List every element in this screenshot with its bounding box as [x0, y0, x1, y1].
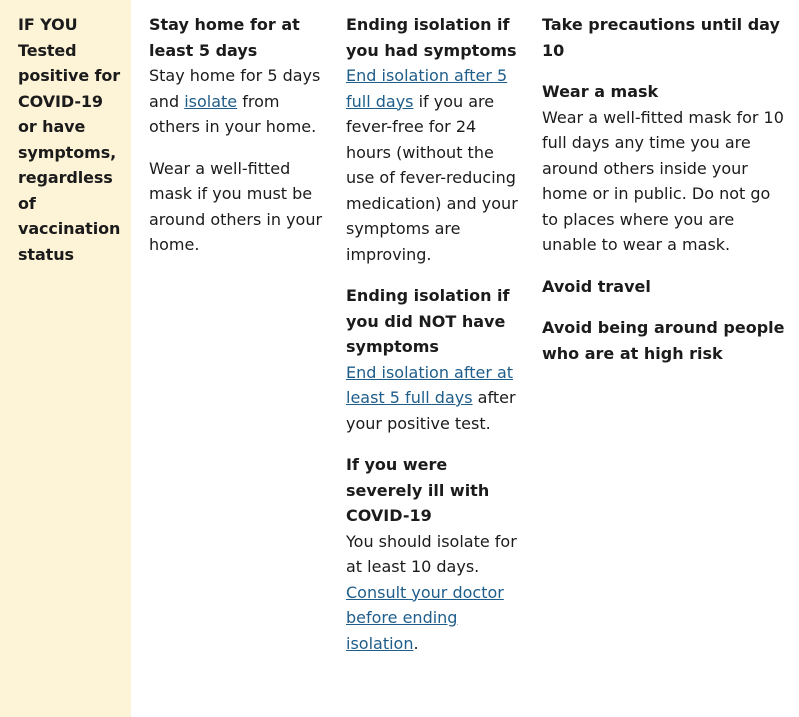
stay-home-paragraph — [149, 63, 324, 140]
consult-doctor-link[interactable]: Consult your doctor before ending isolation — [346, 582, 504, 653]
avoid-high-risk-heading: Avoid being around people who are at high risk — [542, 318, 785, 363]
ending-isolation-cell — [328, 0, 524, 717]
severe-illness-title: If you were severely ill with COVID-19 — [346, 455, 490, 525]
ending-symptoms-text: if you are fever-free for 24 hours (without the use of fever-reducing medication) and your symptoms are improving. — [346, 91, 518, 264]
precautions-title: Take precautions until day 10 — [542, 15, 780, 60]
isolate-link[interactable]: isolate — [184, 91, 238, 111]
ending-symptoms-title: Ending isolation if you had symptoms — [346, 15, 517, 60]
ending-no-symptoms-paragraph — [346, 360, 520, 437]
avoid-travel-heading: Avoid travel — [542, 276, 651, 296]
row-header-text: IF YOU Tested positive for COVID-19 or have symptoms, regardless of vaccination status — [18, 15, 121, 264]
end-isolation-5-days-link[interactable]: End isolation after 5 full days — [346, 66, 508, 111]
ending-symptoms-paragraph — [346, 63, 520, 267]
severe-illness-period: . — [413, 633, 419, 653]
stay-home-text-after: from others in your home. — [149, 91, 317, 136]
severe-illness-text: You should isolate for at least 10 days. — [346, 531, 517, 576]
stay-home-cell — [131, 0, 328, 717]
severe-illness-paragraph — [346, 529, 520, 657]
end-isolation-at-least-5-days-link[interactable]: End isolation after at least 5 full days — [346, 362, 514, 407]
wear-mask-title: Wear a mask — [542, 82, 659, 101]
wear-mask-paragraph: Wear a well-fitted mask for 10 full days any time you are around others inside your home or in public. Do not go to places where you are unable to wear a mask. — [542, 107, 784, 254]
mask-at-home-paragraph: Wear a well-fitted mask if you must be around others in your home. — [149, 158, 323, 254]
precautions-cell — [524, 0, 799, 717]
ending-no-symptoms-text: after your positive test. — [346, 388, 516, 433]
stay-home-text-before: Stay home for 5 days and — [149, 66, 321, 111]
ending-no-symptoms-title: Ending isolation if you did NOT have symptoms — [346, 286, 510, 356]
stay-home-title: Stay home for at least 5 days — [149, 15, 300, 60]
row-header-cell — [0, 0, 131, 717]
